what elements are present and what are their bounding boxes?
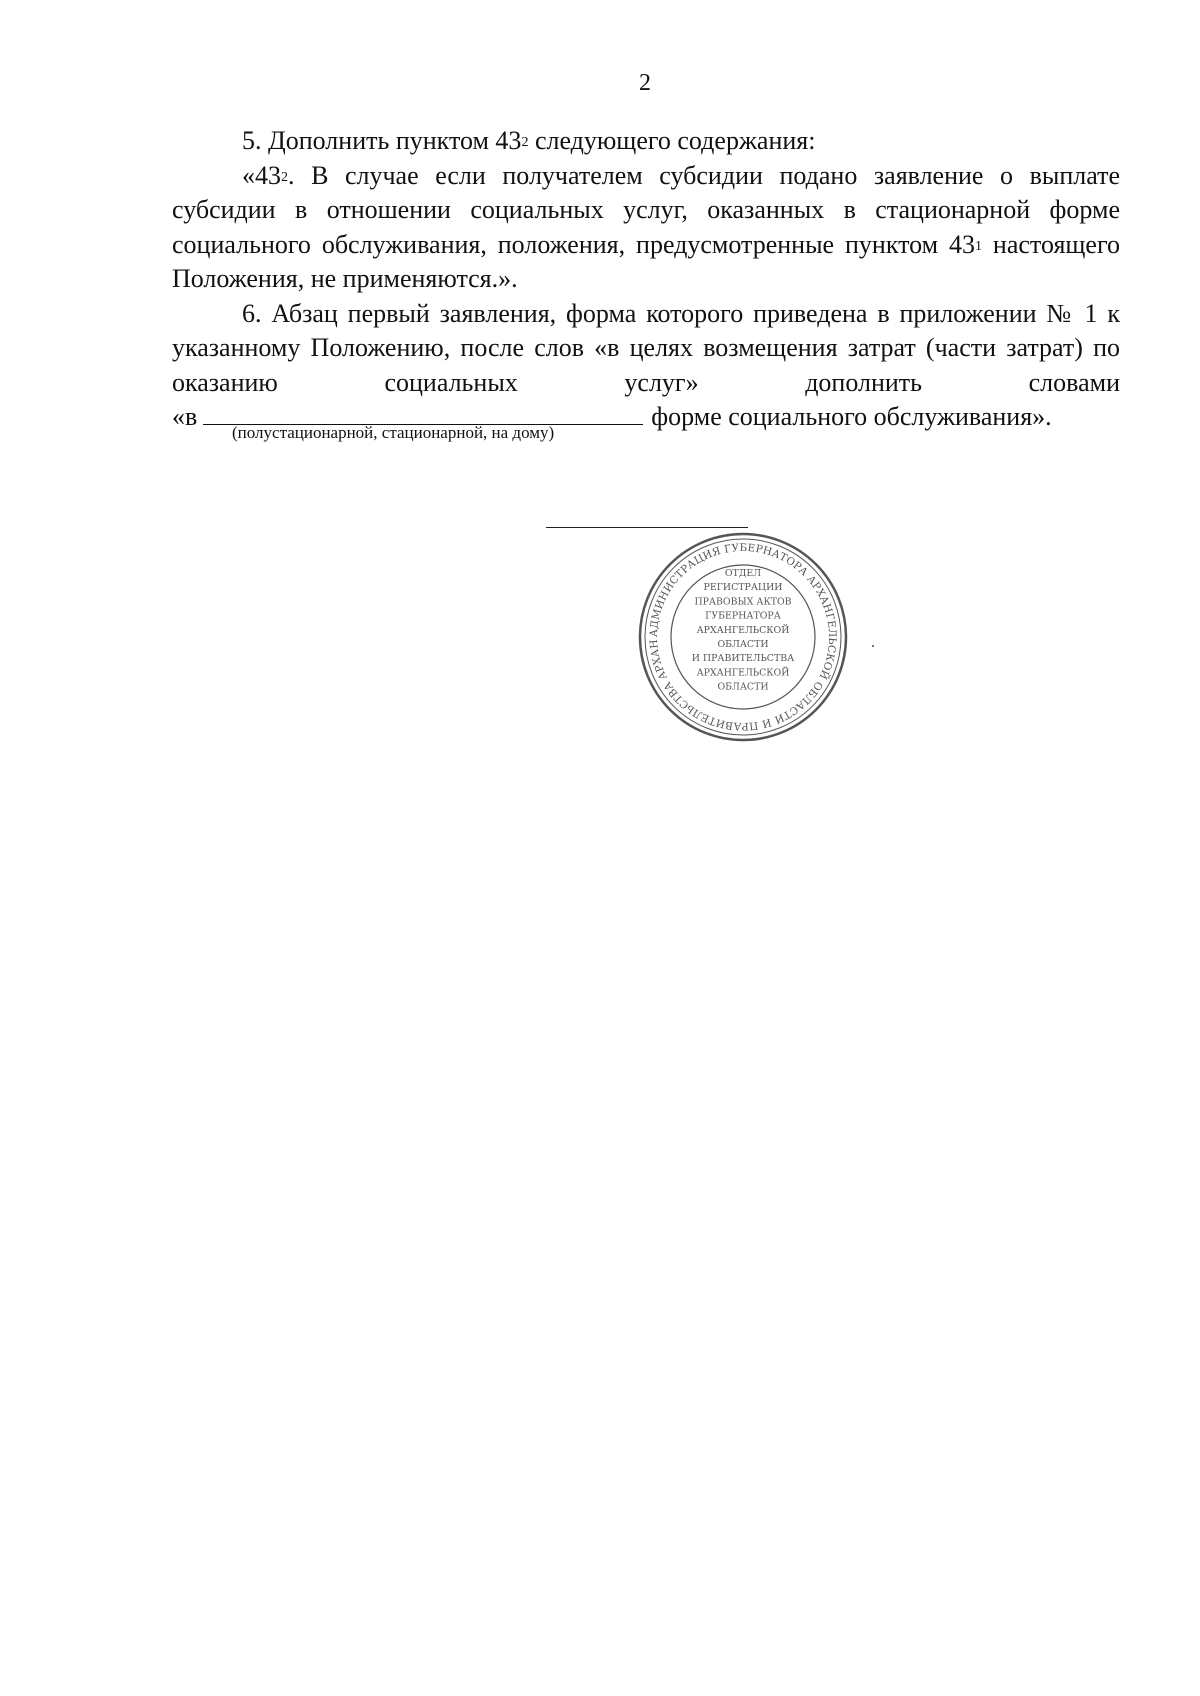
- page-number: 2: [639, 70, 651, 96]
- seal-center-line: ПРАВОВЫХ АКТОВ: [694, 596, 792, 608]
- blank-prefix: «в: [172, 402, 198, 431]
- registration-seal: [636, 530, 850, 744]
- seal-center-line: ГУБЕРНАТОРА: [705, 610, 781, 622]
- item-5-superscript: 2: [521, 135, 529, 150]
- item-6-paragraph: 6. Абзац первый заявления, форма которого приведена в приложении № 1 к указанному Положению, после слов «в целях возмещения затрат (части затрат) по оказанию социальных услуг» дополнить словами: [172, 298, 1120, 397]
- quote-start: «43: [242, 160, 281, 190]
- quote-end: настоящего Положения, не применяются.».: [172, 229, 1120, 293]
- quote-text: . В случае если получателем субсидии подано заявление о выплате субсидии в отношении социальных услуг, оказанных в стационарной форме социального обслуживания, положения, предусмотренные пунктом 43: [172, 160, 1120, 259]
- scan-speck: [872, 645, 874, 647]
- seal-center-text: [692, 568, 795, 693]
- item-5-text-end: следующего содержания:: [528, 126, 816, 155]
- item-5-text: 5. Дополнить пунктом 43: [242, 126, 522, 155]
- fill-in-blank: [203, 400, 643, 425]
- seal-center-line: РЕГИСТРАЦИИ: [703, 582, 783, 594]
- seal-ring-text: АДМИНИСТРАЦИЯ ГУБЕРНАТОРА АРХАНГЕЛЬСКОЙ ОБЛАСТИ И ПРАВИТЕЛЬСТВА АРХАН: [647, 541, 839, 733]
- document-body: [172, 124, 1120, 435]
- seal-center-line: ОБЛАСТИ: [717, 639, 769, 650]
- quote-superscript-2: 1: [975, 238, 983, 254]
- seal-graphic: [636, 530, 850, 744]
- blank-suffix: форме социального обслуживания».: [651, 402, 1052, 431]
- quote-43-2-paragraph: [172, 159, 1120, 297]
- seal-center-line: ОТДЕЛ: [724, 568, 762, 579]
- seal-center-line: И ПРАВИТЕЛЬСТВА: [691, 653, 795, 665]
- separator-line: [546, 527, 748, 528]
- blank-caption: (полустационарной, стационарной, на дому): [232, 423, 555, 442]
- seal-center-line: ОБЛАСТИ: [717, 681, 769, 693]
- seal-center-line: АРХАНГЕЛЬСКОЙ: [696, 667, 790, 679]
- item-5-paragraph: [172, 124, 1120, 159]
- quote-superscript: 2: [281, 169, 288, 185]
- seal-center-line: АРХАНГЕЛЬСКОЙ: [696, 624, 790, 636]
